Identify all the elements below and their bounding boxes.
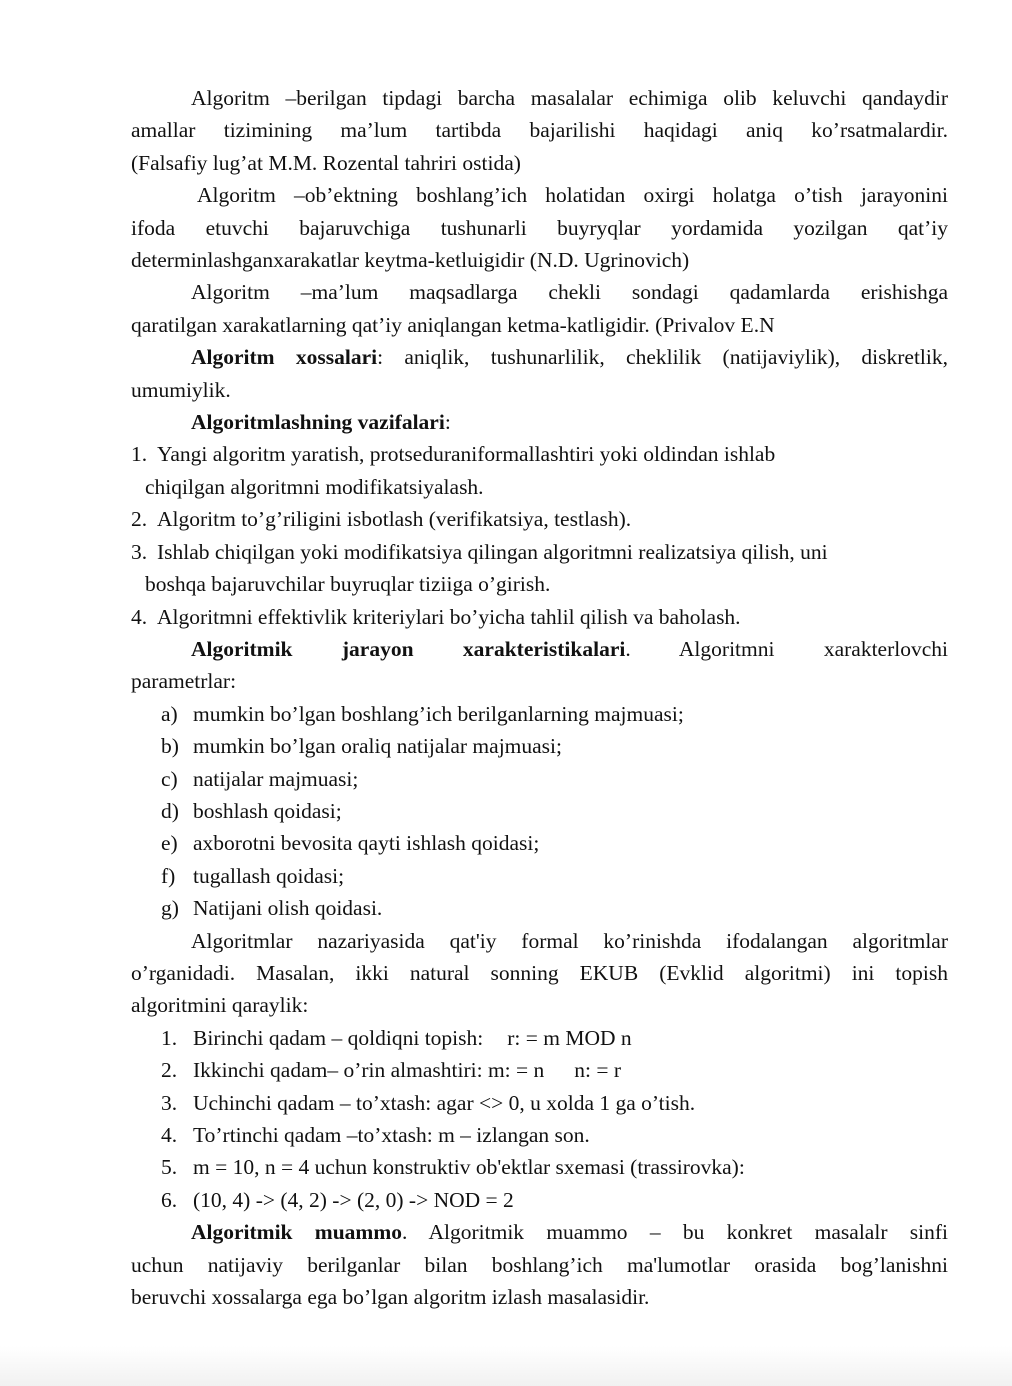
problem-paragraph (131, 1216, 948, 1248)
list-item-text: tugallash qoidasi; (193, 863, 345, 888)
properties-text: : aniqlik, tushunarlilik, cheklilik (natijaviylik), diskretlik, (377, 345, 949, 370)
list-item-text: Ikkinchi qadam– o’rin almashtiri: m: = n (193, 1058, 545, 1083)
list-item-text: mumkin bo’lgan oraliq natijalar majmuasi; (193, 734, 562, 759)
definition-1-line-3: (Falsafiy lug’at M.M. Rozental tahriri ostida) (131, 150, 521, 175)
definition-2 (131, 179, 948, 211)
list-item (161, 860, 948, 892)
list-item-number: 5. (161, 1155, 178, 1180)
process-cont (131, 665, 948, 697)
list-item-letter: f) (161, 863, 176, 888)
list-item (161, 1151, 948, 1183)
list-item-number: 4. (131, 604, 148, 629)
properties-line-1 (191, 341, 948, 373)
list-item-continuation: chiqilgan algoritmni modifikatsiyalash. (145, 474, 484, 499)
process-paragraph (131, 633, 948, 665)
theory-line-2: o’rganidadi. Masalan, ikki natural sonning EKUB (Evklid algoritmi) ini topish (131, 960, 948, 985)
list-item-letter: e) (161, 831, 178, 856)
list-item-number: 3. (131, 539, 148, 564)
list-item-text: mumkin bo’lgan boshlang’ich berilganlarning majmuasi; (193, 701, 684, 726)
definition-3 (131, 276, 948, 308)
tasks-heading-colon: : (444, 410, 451, 435)
problem-line-2: uchun natijaviy berilganlar bilan boshlang’ich ma'lumotlar orasida bog’lanishni (131, 1252, 948, 1277)
process-line-1 (191, 633, 948, 665)
list-item-text: Algoritm to’g’riligini isbotlash (verifikatsiya, testlash). (157, 507, 632, 532)
definition-1-cont (131, 114, 948, 179)
list-item-number: 1. (161, 1025, 178, 1050)
euclid-steps-list (131, 1022, 948, 1216)
list-item-text: To’rtinchi qadam –to’xtash: m – izlangan son. (193, 1123, 590, 1147)
theory-line-3: algoritmini qaraylik: (131, 993, 309, 1018)
list-item-letter: g) (161, 896, 179, 921)
definition-1 (131, 82, 948, 114)
list-item-text: boshlash qoidasi; (193, 798, 342, 823)
problem-heading: Algoritmik muammo (191, 1220, 402, 1245)
list-item-text: Ishlab chiqilgan yoki modifikatsiya qilingan algoritmni realizatsiya qilish, uni (157, 539, 828, 564)
list-item (161, 1054, 948, 1086)
list-item (161, 827, 948, 859)
definition-1-line-1: Algoritm –berilgan tipdagi barcha masalalar echimiga olib keluvchi qandaydir (191, 86, 948, 110)
list-item-text: Algoritmni effektivlik kriteriylari bo’yicha tahlil qilish va baholash. (157, 604, 741, 629)
list-item (161, 730, 948, 762)
list-item-continuation: boshqa bajaruvchilar buyruqlar tiziiga o’girish. (145, 572, 551, 597)
list-item-number: 3. (161, 1090, 178, 1115)
tasks-heading-line (131, 406, 948, 438)
list-item-formula: n: = r (574, 1058, 622, 1083)
list-item-letter: a) (161, 701, 178, 726)
process-line-2: parametrlar: (131, 669, 237, 694)
page-bottom-shadow (0, 1346, 1012, 1386)
list-item-text: Natijani olish qoidasi. (193, 896, 383, 921)
list-item-text: m = 10, n = 4 uchun konstruktiv ob'ektlar sxemasi (trassirovka): (193, 1155, 745, 1180)
definition-3-cont (131, 309, 948, 341)
list-item-letter: c) (161, 766, 178, 791)
list-item (161, 1022, 948, 1054)
list-item-letter: d) (161, 798, 179, 823)
properties-paragraph (131, 341, 948, 373)
definition-3-line-2: qaratilgan xarakatlarning qat’iy aniqlangan ketma-katligidir. (Privalov E.N (131, 312, 775, 337)
list-item-text: natijalar majmuasi; (193, 766, 359, 791)
list-item (161, 1119, 948, 1151)
theory-cont (131, 957, 948, 1022)
list-item (131, 503, 948, 535)
process-heading: Algoritmik jarayon xarakteristikalari (191, 636, 626, 661)
list-item (161, 1087, 948, 1119)
list-item-text: axborotni bevosita qayti ishlash qoidasi; (193, 831, 540, 856)
properties-cont (131, 374, 948, 406)
list-item-number: 4. (161, 1123, 178, 1147)
properties-line-2: umumiylik. (131, 377, 231, 402)
spacer (483, 1022, 507, 1054)
list-item-letter: b) (161, 734, 179, 759)
theory-line-1: Algoritmlar nazariyasida qat'iy formal ko’rinishda ifodalangan algoritmlar (191, 928, 948, 953)
process-text: . Algoritmni xarakterlovchi (625, 636, 948, 661)
definition-2-line-3: determinlashganxarakatlar keytma-ketluigidir (N.D. Ugrinovich) (131, 248, 690, 273)
list-item (131, 536, 948, 568)
list-item-text: (10, 4) -> (4, 2) -> (2, 0) -> NOD = 2 (193, 1187, 514, 1212)
list-item-text: Yangi algoritm yaratish, protseduraniformallashtiri yoki oldindan ishlab (157, 442, 776, 467)
tasks-heading: Algoritmlashning vazifalari (191, 410, 445, 435)
theory-paragraph (131, 925, 948, 957)
list-item (131, 438, 948, 470)
list-item-formula: r: = m MOD n (507, 1025, 632, 1050)
properties-heading: Algoritm xossalari (191, 345, 378, 370)
problem-cont (131, 1249, 948, 1314)
spacer (544, 1054, 574, 1086)
definition-2-line-2: ifoda etuvchi bajaruvchiga tushunarli buyryqlar yordamida yozilgan qat’iy (131, 215, 948, 240)
list-item (131, 601, 948, 633)
problem-line-1 (191, 1216, 948, 1248)
list-item-number: 2. (131, 507, 148, 532)
problem-line-3: beruvchi xossalarga ega bo’lgan algoritm izlash masalasidir. (131, 1285, 650, 1310)
list-item-text: Uchinchi qadam – to’xtash: agar <> 0, u xolda 1 ga o’tish. (193, 1090, 696, 1115)
list-item-number: 1. (131, 442, 148, 467)
definition-1-line-2: amallar tizimining ma’lum tartibda bajarilishi haqidagi aniq ko’rsatmalardir. (131, 118, 948, 143)
definition-3-line-1: Algoritm –ma’lum maqsadlarga chekli sondagi qadamlarda erishishga (191, 280, 948, 305)
list-item (161, 795, 948, 827)
list-item-text: Birinchi qadam – qoldiqni topish: (193, 1025, 484, 1050)
problem-text: . Algoritmik muammo – bu konkret masalalr sinfi (402, 1220, 948, 1245)
list-item (161, 1184, 948, 1216)
list-item-number: 2. (161, 1058, 178, 1083)
list-item (161, 892, 948, 924)
list-item (161, 698, 948, 730)
parameters-list (131, 698, 948, 925)
tasks-list (131, 438, 948, 632)
list-item-number: 6. (161, 1187, 178, 1212)
list-item (161, 763, 948, 795)
definition-2-cont (131, 212, 948, 277)
definition-2-line-1: Algoritm –ob’ektning boshlang’ich holatidan oxirgi holatga o’tish jarayonini (197, 183, 948, 208)
